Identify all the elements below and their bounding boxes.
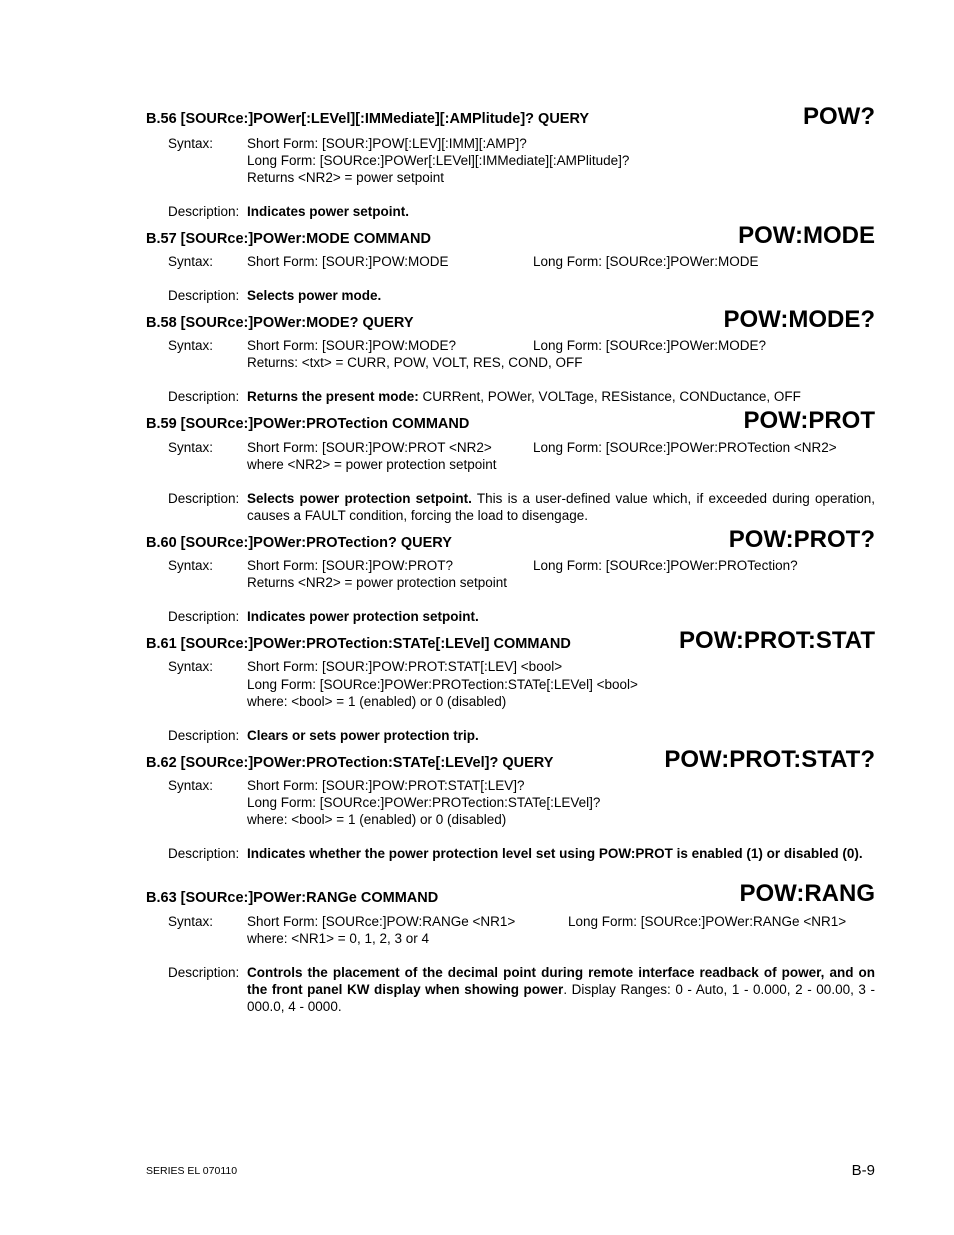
syntax-label: Syntax: bbox=[168, 778, 214, 793]
syntax-short-form: Short Form: [SOURce:]POW:RANGe <NR1> bbox=[247, 914, 516, 929]
syntax-line: Long Form: [SOURce:]POWer[:LEVel][:IMMediate][:AMPlitude]? bbox=[247, 153, 630, 168]
description-label: Description: bbox=[168, 288, 240, 303]
syntax-short-form: Short Form: [SOUR:]POW:MODE? bbox=[247, 338, 457, 353]
description-text: Selects power mode. bbox=[247, 288, 382, 303]
description-text: Indicates power protection setpoint. bbox=[247, 609, 479, 624]
description-label: Description: bbox=[168, 846, 240, 861]
section-heading-b59: B.59 [SOURce:]POWer:PROTection COMMAND bbox=[146, 416, 470, 432]
syntax-line: where: <bool> = 1 (enabled) or 0 (disabled) bbox=[247, 812, 507, 827]
section-heading-b57: B.57 [SOURce:]POWer:MODE COMMAND bbox=[146, 231, 431, 247]
description-label: Description: bbox=[168, 728, 240, 743]
page-number: B-9 bbox=[851, 1162, 875, 1179]
syntax-line: Returns <NR2> = power setpoint bbox=[247, 170, 444, 185]
mnemonic-b61: POW:PROT:STAT bbox=[679, 627, 875, 654]
mnemonic-b63: POW:RANG bbox=[739, 880, 875, 907]
syntax-line: Returns: <txt> = CURR, POW, VOLT, RES, COND, OFF bbox=[247, 355, 583, 370]
syntax-line: Short Form: [SOUR:]POW:PROT:STAT[:LEV]? bbox=[247, 778, 525, 793]
syntax-line: where <NR2> = power protection setpoint bbox=[247, 457, 497, 472]
syntax-label: Syntax: bbox=[168, 659, 214, 674]
description-text: Indicates power setpoint. bbox=[247, 204, 410, 219]
section-heading-b62: B.62 [SOURce:]POWer:PROTection:STATe[:LEVel]? QUERY bbox=[146, 755, 554, 771]
syntax-long-form: Long Form: [SOURce:]POWer:PROTection <NR2> bbox=[533, 440, 837, 455]
mnemonic-b57: POW:MODE bbox=[738, 222, 875, 249]
section-heading-b61: B.61 [SOURce:]POWer:PROTection:STATe[:LEVel] COMMAND bbox=[146, 636, 571, 652]
syntax-long-form: Long Form: [SOURce:]POWer:RANGe <NR1> bbox=[568, 914, 847, 929]
description-text: Controls the placement of the decimal point during remote interface readback of power, and on the front panel KW display when showing power. Display Ranges: 0 - Auto, 1 - 0.000, 2 - 00.00, 3 - 000.0, 4 - 0000. bbox=[247, 965, 875, 1014]
syntax-long-form: Long Form: [SOURce:]POWer:MODE? bbox=[533, 338, 767, 353]
syntax-label: Syntax: bbox=[168, 338, 214, 353]
syntax-line: Long Form: [SOURce:]POWer:PROTection:STATe[:LEVel] <bool> bbox=[247, 677, 638, 692]
syntax-line: Returns <NR2> = power protection setpoint bbox=[247, 575, 508, 590]
syntax-label: Syntax: bbox=[168, 254, 214, 269]
syntax-line: where: <NR1> = 0, 1, 2, 3 or 4 bbox=[247, 931, 429, 946]
syntax-line: where: <bool> = 1 (enabled) or 0 (disabled) bbox=[247, 694, 507, 709]
description-label: Description: bbox=[168, 389, 240, 404]
description-label: Description: bbox=[168, 491, 240, 506]
description-text: Indicates whether the power protection level set using POW:PROT is enabled (1) or disabled (0). bbox=[247, 846, 863, 861]
syntax-long-form: Long Form: [SOURce:]POWer:MODE bbox=[533, 254, 759, 269]
section-heading-b58: B.58 [SOURce:]POWer:MODE? QUERY bbox=[146, 315, 414, 331]
section-heading-b56: B.56 [SOURce:]POWer[:LEVel][:IMMediate][:AMPlitude]? QUERY bbox=[146, 111, 590, 127]
syntax-short-form: Short Form: [SOUR:]POW:PROT? bbox=[247, 558, 454, 573]
section-heading-b60: B.60 [SOURce:]POWer:PROTection? QUERY bbox=[146, 535, 452, 551]
mnemonic-b59: POW:PROT bbox=[743, 407, 875, 434]
syntax-line: Short Form: [SOUR:]POW:PROT:STAT[:LEV] <bool> bbox=[247, 659, 563, 674]
description-label: Description: bbox=[168, 965, 240, 980]
syntax-long-form: Long Form: [SOURce:]POWer:PROTection? bbox=[533, 558, 798, 573]
footer-series-label: SERIES EL 070110 bbox=[146, 1165, 238, 1177]
syntax-short-form: Short Form: [SOUR:]POW:MODE bbox=[247, 254, 449, 269]
mnemonic-b56: POW? bbox=[803, 103, 875, 130]
description-text: Selects power protection setpoint. This is a user-defined value which, if exceeded during operation, causes a FAULT condition, forcing the load to disengage. bbox=[247, 491, 875, 523]
description-label: Description: bbox=[168, 204, 240, 219]
mnemonic-b58: POW:MODE? bbox=[723, 306, 875, 333]
syntax-short-form: Short Form: [SOUR:]POW:PROT <NR2> bbox=[247, 440, 492, 455]
syntax-line: Long Form: [SOURce:]POWer:PROTection:STATe[:LEVel]? bbox=[247, 795, 601, 810]
syntax-line: Short Form: [SOUR:]POW[:LEV][:IMM][:AMP]? bbox=[247, 136, 527, 151]
section-heading-b63: B.63 [SOURce:]POWer:RANGe COMMAND bbox=[146, 890, 439, 906]
syntax-label: Syntax: bbox=[168, 136, 214, 151]
syntax-label: Syntax: bbox=[168, 558, 214, 573]
mnemonic-b62: POW:PROT:STAT? bbox=[664, 746, 875, 773]
description-text: Clears or sets power protection trip. bbox=[247, 728, 479, 743]
mnemonic-b60: POW:PROT? bbox=[728, 526, 875, 553]
description-text: Returns the present mode: CURRent, POWer, VOLTage, RESistance, CONDuctance, OFF bbox=[247, 389, 801, 404]
description-label: Description: bbox=[168, 609, 240, 624]
syntax-label: Syntax: bbox=[168, 440, 214, 455]
syntax-label: Syntax: bbox=[168, 914, 214, 929]
